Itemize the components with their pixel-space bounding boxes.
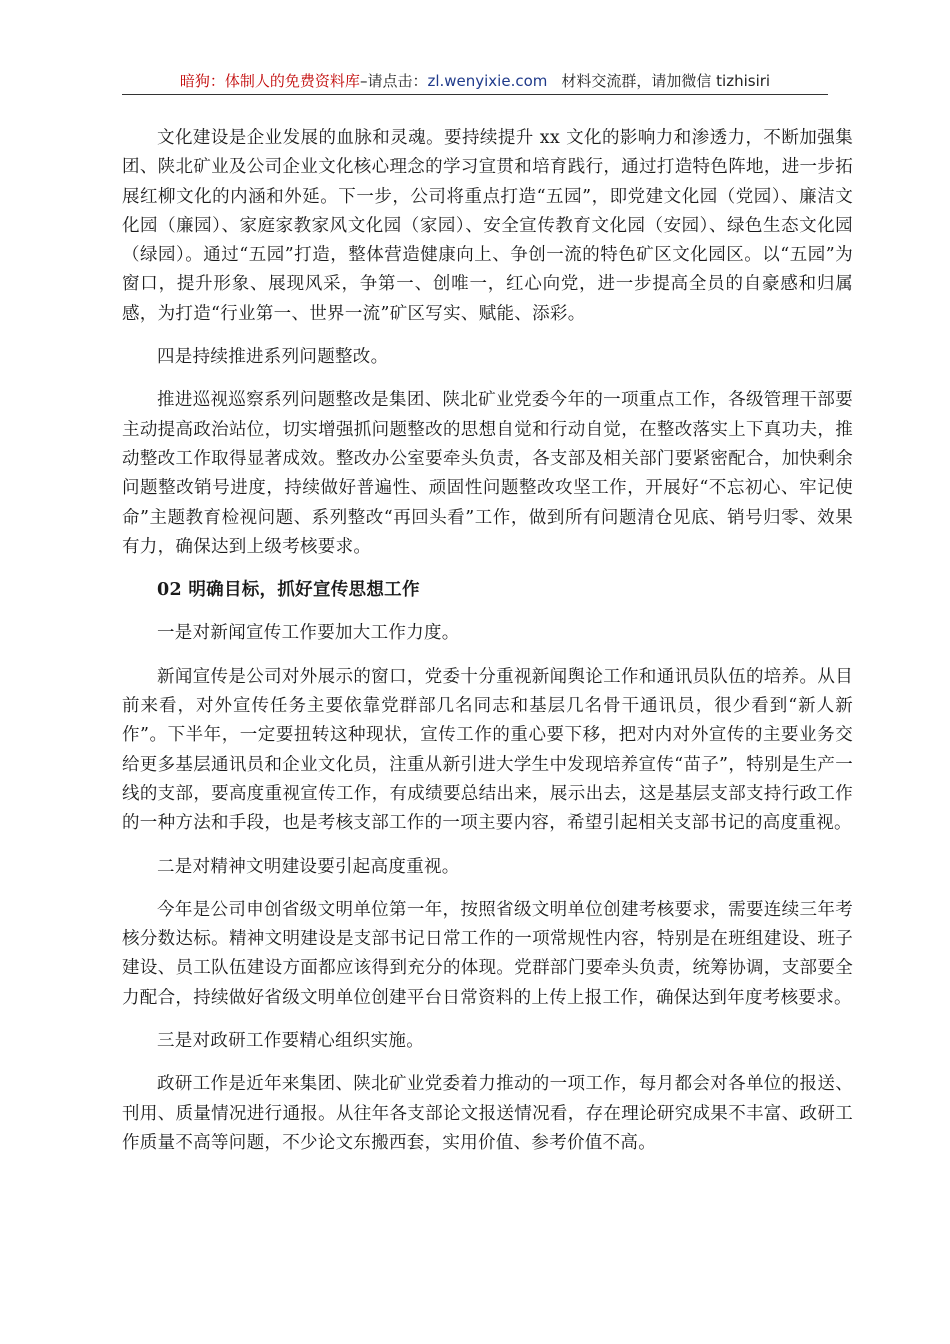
document-body [122, 124, 853, 1172]
header-prompt: –请点击： [359, 72, 428, 90]
section-heading-02: 02 明确目标，抓好宣传思想工作 [157, 580, 420, 601]
header-url-link[interactable]: zl.wenyixie.com [427, 72, 548, 90]
page-header [122, 70, 828, 95]
paragraph-rectification: 推进巡视巡察系列问题整改是集团、陕北矿业党委今年的一项重点工作，各级管理干部要主动提高政治站位，切实增强抓问题整改的思想自觉和行动自觉，在整改落实上下真功夫，推动整改工作取得显著成效。整改办公室要牵头负责，各支部及相关部门要紧密配合，加快剩余问题整改销号进度，持续做好普遍性、顽固性问题整改攻坚工作，开展好“不忘初心、牢记使命”主题教育检视问题、系列整改“再回头看”工作，做到所有问题清仓见底、销号归零、效果有力，确保达到上级考核要求。 [122, 390, 853, 557]
paragraph-research: 政研工作是近年来集团、陕北矿业党委着力推动的一项工作，每月都会对各单位的报送、刊用、质量情况进行通报。从往年各支部论文报送情况看，存在理论研究成果不丰富、政研工作质量不高等问题，不少论文东搬西套，实用价值、参考价值不高。 [122, 1074, 853, 1153]
paragraph-news: 新闻宣传是公司对外展示的窗口，党委十分重视新闻舆论工作和通讯员队伍的培养。从目前来看，对外宣传任务主要依靠党群部几名同志和基层几名骨干通讯员，很少看到“新人新作”。下半年，一定要扭转这种现状，宣传工作的重心要下移，把对内对外宣传的主要业务交给更多基层通讯员和企业文化员，注重从新引进大学生中发现培养宣传“苗子”，特别是生产一线的支部，要高度重视宣传工作，有成绩要总结出来，展示出去，这是基层支部支持行政工作的一种方法和手段，也是考核支部工作的一项主要内容，希望引起相关支部书记的高度重视。 [122, 666, 853, 834]
header-wechat: 材料交流群，请加微信 tizhisiri [561, 72, 771, 90]
paragraph-civilization: 今年是公司申创省级文明单位第一年，按照省级文明单位创建考核要求，需要连续三年考核分数达标。精神文明建设是支部书记日常工作的一项常规性内容，特别是在班组建设、班子建设、员工队伍建设方面都应该得到充分的体现。党群部门要牵头负责，统筹协调，支部要全力配合，持续做好省级文明单位创建平台日常资料的上传上报工作，确保达到年度考核要求。 [122, 899, 853, 1008]
subheading-civilization: 二是对精神文明建设要引起高度重视。 [157, 856, 460, 877]
subheading-rectification: 四是持续推进系列问题整改。 [157, 347, 389, 368]
subheading-research: 三是对政研工作要精心组织实施。 [157, 1031, 424, 1052]
subheading-news: 一是对新闻宣传工作要加大工作力度。 [157, 623, 460, 644]
header-brand: 暗狗：体制人的免费资料库 [179, 72, 360, 90]
paragraph-culture: 文化建设是企业发展的血脉和灵魂。要持续提升 xx 文化的影响力和渗透力，不断加强集团、陕北矿业及公司企业文化核心理念的学习宣贯和培育践行，通过打造特色阵地，进一步拓展红柳文化的内涵和外延。下一步，公司将重点打造“五园”，即党建文化园（党园）、廉洁文化园（廉园）、家庭家教家风文化园（家园）、安全宣传教育文化园（安园）、绿色生态文化园（绿园）。通过“五园”打造，整体营造健康向上、争创一流的特色矿区文化园区。以“五园”为窗口，提升形象、展现风采，争第一、创唯一，红心向党，进一步提高全员的自豪感和归属感，为打造“行业第一、世界一流”矿区写实、赋能、添彩。 [122, 128, 853, 324]
